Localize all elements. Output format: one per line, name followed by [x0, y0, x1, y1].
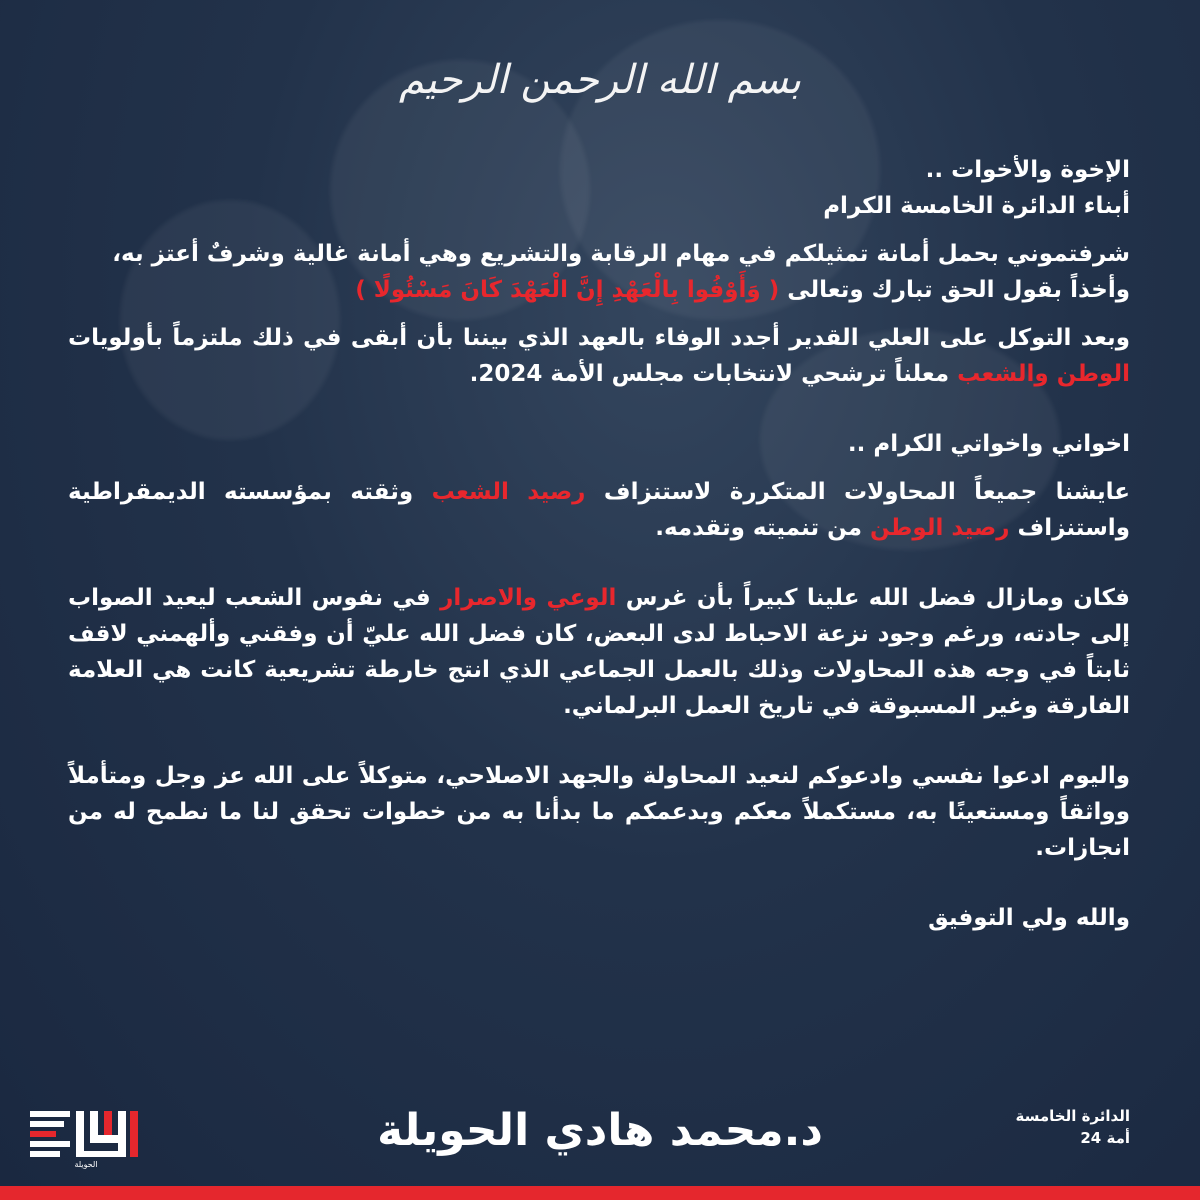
closing-line: والله ولي التوفيق	[928, 905, 1130, 931]
assembly-year: أمة 24	[1080, 1129, 1130, 1147]
quran-quote: ( وَأَوْفُوا بِالْعَهْدِ إِنَّ الْعَهْدَ كَانَ مَسْئُولًا )	[355, 277, 780, 303]
paragraph-honor: شرفتموني بحمل أمانة تمثيلكم في مهام الرقابة والتشريع وهي أمانة غالية وشرفٌ أعتز به، وأخذاً بقول الحق تبارك وتعالى ( وَأَوْفُوا بِالْعَهْدِ إِنَّ الْعَهْدَ كَانَ مَسْئُولًا )	[112, 241, 1130, 303]
highlight-nation-people: الوطن والشعب	[957, 361, 1130, 387]
campaign-logo	[30, 1109, 142, 1169]
paragraph-depletion: عايشنا جميعاً المحاولات المتكررة لاستنزاف رصيد الشعب وثقته بمؤسسته الديمقراطية واستنزاف رصيد الوطن من تنميته وتقدمه.	[68, 479, 1130, 541]
district-name: الدائرة الخامسة	[1015, 1107, 1130, 1125]
greeting-siblings: الإخوة والأخوات ..	[925, 157, 1130, 183]
bottom-accent-bar	[0, 1186, 1200, 1200]
greeting-brothers: اخواني واخواتي الكرام ..	[847, 431, 1130, 457]
paragraph-candidacy: وبعد التوكل على العلي القدير أجدد الوفاء بالعهد الذي بيننا بأن أبقى في ذلك ملتزماً بأولويات الوطن والشعب معلناً ترشحي لانتخابات مجلس الأمة 2024.	[68, 325, 1130, 387]
paragraph-call: واليوم ادعوا نفسي وادعوكم لنعيد المحاولة والجهد الاصلاحي، متوكلاً على الله عز وجل ومتأملاً وواثقاً ومستعينًا به، مستكملاً معكم وبدعمكم ما بدأنا به من خطوات تحقق لنا ما نطمح له من انجازات.	[68, 763, 1130, 861]
paragraph-grace: فكان ومازال فضل الله علينا كبيراً بأن غرس الوعي والاصرار في نفوس الشعب ليعيد الصواب إلى جادته، ورغم وجود نزعة الاحباط لدى البعض، كان فضل الله عليّ أن وفقني وألهمني لاقف ثابتاً في وجه هذه المحاولات وذلك بالعمل الجماعي الذي انتج خارطة تشريعية كانت هي العلامة الفارقة وغير المسبوقة في تاريخ العمل البرلماني.	[68, 585, 1130, 719]
bismillah-text: بسم الله الرحمن الرحيم	[398, 57, 802, 103]
greeting-district: أبناء الدائرة الخامسة الكرام	[823, 193, 1130, 219]
highlight-awareness: الوعي والاصرار	[440, 585, 617, 611]
highlight-nation-balance: رصيد الوطن	[870, 515, 1010, 541]
candidate-signature: د.محمد هادي الحويلة	[377, 1105, 823, 1156]
letter-body	[68, 152, 1130, 936]
bismillah-calligraphy	[380, 40, 820, 120]
logo-text: الحويلة	[74, 1160, 98, 1169]
footer	[0, 1095, 1200, 1185]
district-info	[1016, 1105, 1131, 1149]
highlight-people-balance: رصيد الشعب	[431, 479, 586, 505]
